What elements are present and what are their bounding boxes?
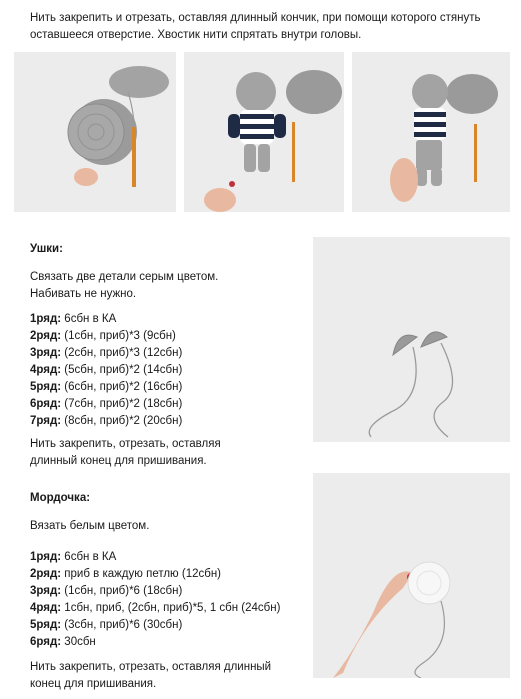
photo-muzzle	[313, 473, 510, 678]
table-row: 6ряд: (7сбн, приб)*2 (18сбн)	[30, 398, 183, 410]
muzzle-rows	[30, 549, 310, 651]
muzzle-section	[30, 490, 310, 693]
table-row: 5ряд: (6сбн, приб)*2 (16сбн)	[30, 381, 183, 393]
table-row: 4ряд: (5сбн, приб)*2 (14сбн)	[30, 364, 183, 376]
table-row: 3ряд: (1сбн, приб)*6 (18сбн)	[30, 585, 183, 597]
ears-footer-line: Нить закрепить, отрезать, оставляя	[30, 438, 221, 450]
table-row: 1ряд: 6сбн в КА	[30, 551, 117, 563]
muzzle-footer-line: конец для пришивания.	[30, 678, 157, 690]
table-row: 5ряд: (3сбн, приб)*6 (30сбн)	[30, 619, 183, 631]
head-hook-illustration	[14, 52, 176, 212]
table-row: 2ряд: приб в каждую петлю (12сбн)	[30, 568, 222, 580]
photo-doll-back	[352, 52, 510, 212]
ears-desc-line: Связать две детали серым цветом.	[30, 271, 219, 283]
muzzle-title: Мордочка:	[30, 492, 91, 504]
muzzle-illustration	[313, 473, 510, 678]
table-row: 3ряд: (2сбн, приб)*3 (12сбн)	[30, 347, 183, 359]
muzzle-desc-line: Вязать белым цветом.	[30, 520, 150, 532]
ears-illustration	[313, 237, 510, 442]
table-row: 4ряд: 1сбн, приб, (2сбн, приб)*5, 1 сбн (24сбн)	[30, 602, 281, 614]
intro-paragraph: Нить закрепить и отрезать, оставляя длинный кончик, при помощи которого стянуть оставшееся отверстие. Хвостик нити спрятать внутри головы.	[30, 12, 481, 41]
photo-doll-in-hand	[184, 52, 344, 212]
doll-illustration	[184, 52, 344, 212]
table-row: 6ряд: 30сбн	[30, 636, 96, 648]
ears-footer-line: длинный конец для пришивания.	[30, 455, 207, 467]
ears-desc-line: Набивать не нужно.	[30, 288, 137, 300]
table-row: 1ряд: 6сбн в КА	[30, 313, 117, 325]
doll-back-illustration	[352, 52, 510, 212]
muzzle-footer-line: Нить закрепить, отрезать, оставляя длинный	[30, 661, 272, 673]
photo-head-with-hook	[14, 52, 176, 212]
table-row: 7ряд: (8сбн, приб)*2 (20сбн)	[30, 415, 183, 427]
ears-section	[30, 241, 300, 470]
photo-ears	[313, 237, 510, 442]
ears-rows	[30, 311, 300, 430]
table-row: 2ряд: (1сбн, приб)*3 (9сбн)	[30, 330, 176, 342]
ears-title: Ушки:	[30, 243, 63, 255]
